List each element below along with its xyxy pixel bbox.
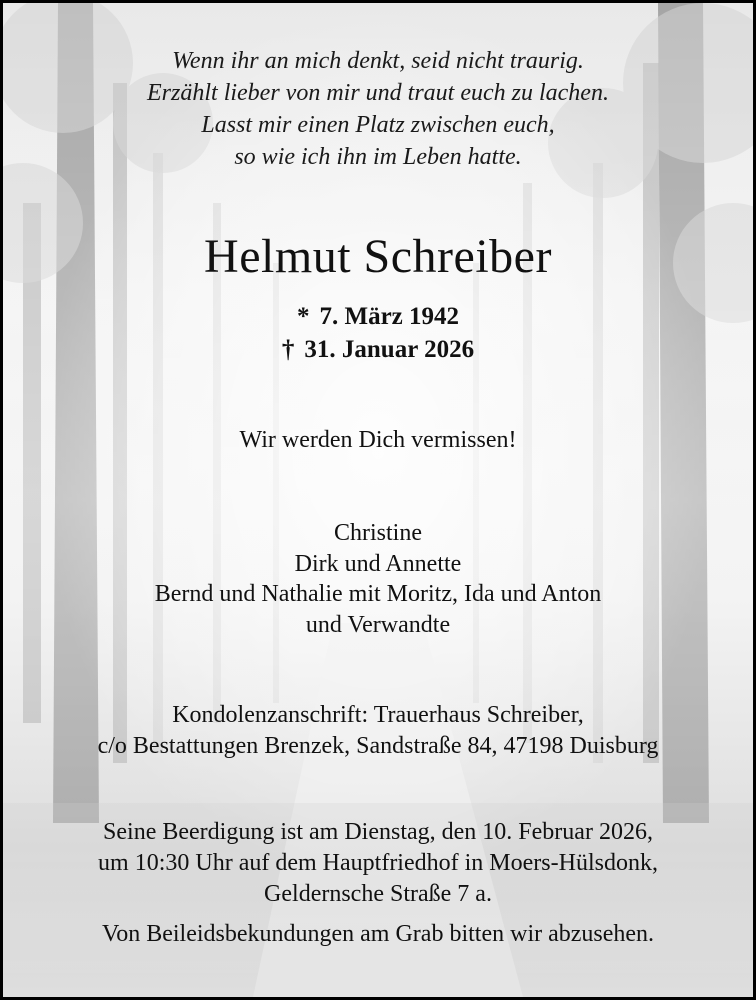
birth-star-symbol: * [296, 303, 310, 330]
notice-text [3, 3, 753, 997]
farewell-message: Wir werden Dich vermissen! [239, 427, 517, 453]
condolence-line: c/o Bestattungen Brenzek, Sandstraße 84, 47198 Duisburg [97, 733, 659, 759]
mourner-line: und Verwandte [305, 611, 451, 638]
birth-date: 7. März 1942 [319, 303, 460, 330]
deceased-name: Helmut Schreiber [204, 230, 552, 283]
condolence-line: Kondolenzanschrift: Trauerhaus Schreiber, [172, 702, 584, 728]
funeral-line: um 10:30 Uhr auf dem Hauptfriedhof in Moers-Hülsdonk, [98, 850, 658, 876]
death-date: 31. Januar 2026 [304, 336, 475, 363]
funeral-details [3, 817, 753, 910]
mourner-line: Dirk und Annette [294, 550, 462, 577]
funeral-line: Geldernsche Straße 7 a. [264, 881, 492, 907]
condolence-address [3, 700, 753, 762]
poem-line: Lasst mir einen Platz zwischen euch, [201, 112, 555, 138]
poem-line: Wenn ihr an mich denkt, seid nicht traurig. [172, 48, 584, 74]
funeral-line: Seine Beerdigung ist am Dienstag, den 10. Februar 2026, [103, 819, 653, 845]
poem-quote [3, 45, 753, 173]
mourner-line: Bernd und Nathalie mit Moritz, Ida und Anton [154, 581, 602, 607]
mourner-line: Christine [334, 520, 422, 546]
mourners-list [3, 518, 753, 640]
death-cross-symbol: † [281, 336, 295, 363]
closing-request: Von Beileidsbekundungen am Grab bitten wir abzusehen. [101, 921, 655, 947]
birth-date-line [3, 303, 753, 331]
death-date-line [3, 336, 753, 364]
poem-line: Erzählt lieber von mir und traut euch zu lachen. [147, 80, 609, 106]
poem-line: so wie ich ihn im Leben hatte. [234, 144, 522, 170]
